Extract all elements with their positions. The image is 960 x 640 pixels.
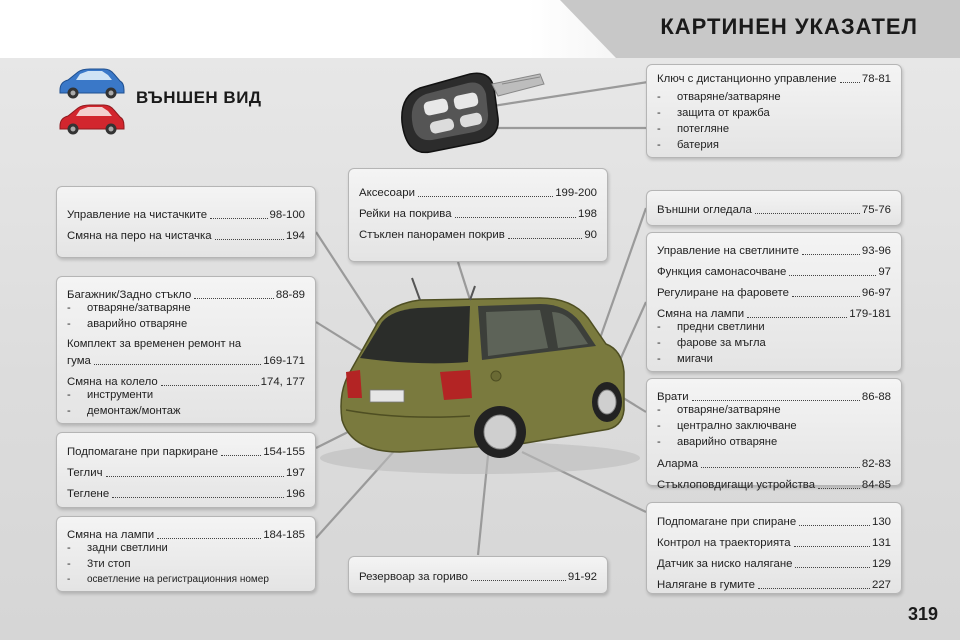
index-entry[interactable]: Теглич 197 bbox=[67, 466, 305, 479]
index-subentry[interactable]: - аварийно отваряне bbox=[657, 436, 778, 448]
index-entry[interactable]: Стъклоповдигащи устройства 84-85 bbox=[657, 478, 891, 491]
index-subentry[interactable]: - мигачи bbox=[657, 353, 713, 365]
index-subentry[interactable]: - 3ти стоп bbox=[67, 558, 131, 570]
panel-fuel-tank bbox=[348, 556, 608, 594]
panel-remote-key bbox=[646, 64, 902, 158]
fuel-flap bbox=[491, 371, 501, 381]
index-entry[interactable]: гума 169-171 bbox=[67, 354, 305, 367]
index-entry-line[interactable]: Комплект за временен ремонт на bbox=[67, 338, 242, 350]
page-title: КАРТИНЕН УКАЗАТЕЛ bbox=[660, 14, 918, 39]
index-entry[interactable]: Функция самонасочване 97 bbox=[657, 265, 891, 278]
index-entry[interactable]: Резервоар за гориво 91-92 bbox=[359, 570, 597, 583]
section-title: ВЪНШЕН ВИД bbox=[136, 88, 262, 107]
index-entry[interactable]: Аларма 82-83 bbox=[657, 457, 891, 470]
index-subentry[interactable]: - задни светлини bbox=[67, 542, 168, 554]
index-entry[interactable]: Регулиране на фаровете 96-97 bbox=[657, 286, 891, 299]
panel-mirrors bbox=[646, 190, 902, 226]
index-entry[interactable]: Ключ с дистанционно управление 78-81 bbox=[657, 72, 891, 85]
index-entry[interactable]: Смяна на колело 174, 177 bbox=[67, 375, 305, 388]
index-entry[interactable]: Рейки на покрива 198 bbox=[359, 207, 597, 220]
index-subentry[interactable]: - потегляне bbox=[657, 123, 730, 135]
index-entry[interactable]: Контрол на траекторията 131 bbox=[657, 536, 891, 549]
car-rear-illustration[interactable] bbox=[320, 278, 640, 474]
index-entry[interactable]: Управление на чистачките 98-100 bbox=[67, 208, 305, 221]
index-entry[interactable]: Аксесоари 199-200 bbox=[359, 186, 597, 199]
index-subentry[interactable]: - отваряне/затваряне bbox=[67, 302, 191, 314]
index-entry[interactable]: Врати 86-88 bbox=[657, 390, 891, 403]
index-subentry[interactable]: - батерия bbox=[657, 139, 719, 151]
index-subentry[interactable]: - фарове за мъгла bbox=[657, 337, 766, 349]
panel-doors bbox=[646, 378, 902, 491]
panel-braking bbox=[646, 502, 902, 594]
index-subentry[interactable]: - демонтаж/монтаж bbox=[67, 405, 181, 417]
index-entry[interactable]: Датчик за ниско налягане 129 bbox=[657, 557, 891, 570]
index-subentry[interactable]: - централно заключване bbox=[657, 420, 797, 432]
index-entry[interactable]: Теглене 196 bbox=[67, 487, 305, 500]
index-entry[interactable]: Подпомагане при паркиране 154-155 bbox=[67, 445, 305, 458]
panel-parking bbox=[56, 432, 316, 508]
index-subentry[interactable]: - осветление на регистрационния номер bbox=[67, 574, 269, 585]
index-entry[interactable]: Смяна на лампи 184-185 bbox=[67, 528, 305, 541]
panel-lights bbox=[646, 232, 902, 372]
index-entry[interactable]: Смяна на перо на чистачка 194 bbox=[67, 229, 305, 242]
index-entry[interactable]: Смяна на лампи 179-181 bbox=[657, 307, 891, 320]
index-subentry[interactable]: - инструменти bbox=[67, 389, 154, 401]
index-entry[interactable]: Налягане в гумите 227 bbox=[657, 578, 891, 591]
panel-rear-lamps bbox=[56, 516, 316, 592]
page-number: 319 bbox=[907, 604, 938, 624]
index-entry[interactable]: Стъклен панорамен покрив 90 bbox=[359, 228, 597, 241]
index-entry[interactable]: Багажник/Задно стъкло 88-89 bbox=[67, 288, 305, 301]
index-subentry[interactable]: - аварийно отваряне bbox=[67, 318, 188, 330]
remote-key-illustration[interactable] bbox=[402, 73, 544, 152]
index-entry[interactable]: Външни огледала 75-76 bbox=[657, 203, 891, 216]
panel-accessories bbox=[348, 168, 608, 262]
index-subentry[interactable]: - отваряне/затваряне bbox=[657, 91, 781, 103]
index-entry[interactable]: Управление на светлините 93-96 bbox=[657, 244, 891, 257]
index-entry[interactable]: Подпомагане при спиране 130 bbox=[657, 515, 891, 528]
index-subentry[interactable]: - защита от кражба bbox=[657, 107, 770, 119]
index-subentry[interactable]: - отваряне/затваряне bbox=[657, 404, 781, 416]
license-plate bbox=[370, 390, 404, 402]
index-subentry[interactable]: - предни светлини bbox=[657, 321, 765, 333]
panel-wipers bbox=[56, 186, 316, 258]
panel-boot bbox=[56, 276, 316, 424]
